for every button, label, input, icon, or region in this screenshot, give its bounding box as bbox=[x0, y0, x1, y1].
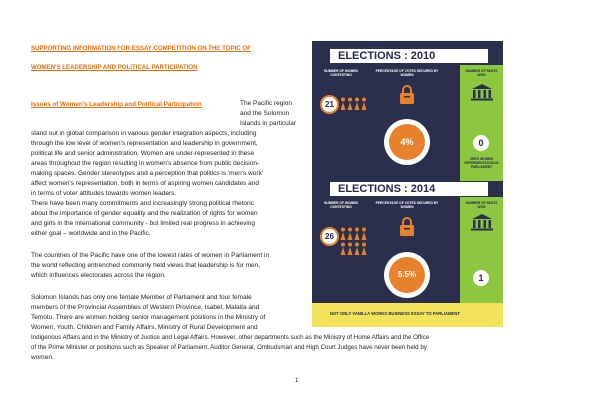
p2-line: The countries of the Pacific have one of the lowest rates of women in Parliament in bbox=[31, 252, 270, 259]
header-line-1: SUPPORTING INFORMATION FOR ESSAY COMPETITION ON THE TOPIC OF bbox=[31, 45, 251, 52]
parliament-icon bbox=[470, 83, 494, 101]
seats-won-2014: 1 bbox=[473, 270, 489, 286]
footer-text: NOT ONLY VANILLA WORKS BUSINESS ESSAY TO PARLIAMENT bbox=[330, 311, 460, 316]
seats-note-2010: ZERO WOMEN REPRESENTATION IN PARLIAMENT bbox=[464, 157, 499, 169]
p1-line: making spaces. Gender stereotypes and a perception that politics is 'men's work' bbox=[31, 170, 264, 177]
women-figures-icon bbox=[340, 227, 368, 257]
ballot-box-icon bbox=[398, 217, 416, 237]
p1-line: stand out in global comparison in various gender integration aspects, including bbox=[31, 130, 257, 137]
col-header-seats: NUMBER OF SEATS WON bbox=[465, 201, 498, 209]
p2-line: which influences electorates across the region. bbox=[31, 272, 166, 279]
percentage-2010: 4% bbox=[389, 124, 425, 160]
women-contesting-2014: 26 bbox=[320, 227, 339, 246]
p1-line: through the low level of women's representation and leadership in government, bbox=[31, 140, 258, 147]
p1-line: The Pacific region bbox=[240, 100, 293, 107]
p1-line: There have been many commitments and increasingly strong political rhetoric bbox=[31, 200, 254, 207]
elections-2014-title: ELECTIONS : 2014 bbox=[330, 182, 488, 196]
p1-line: political life and senior administration. Women are under-represented in these bbox=[31, 150, 255, 157]
p1-line: and girls in the international community - but limited real progress in achieving bbox=[31, 220, 255, 227]
elections-infographic bbox=[312, 41, 503, 327]
col-header-contesting: NUMBER OF WOMEN CONTESTING bbox=[324, 201, 358, 209]
p1-line: Islands in particular bbox=[240, 120, 296, 127]
page-number: 1 bbox=[295, 378, 299, 384]
women-figures-icon bbox=[340, 97, 368, 111]
elections-2010-title: ELECTIONS : 2010 bbox=[330, 49, 488, 63]
parliament-icon bbox=[470, 213, 494, 231]
p3-line: Temotu. There are women holding senior management positions in the Ministry of bbox=[31, 314, 266, 321]
col-header-seats: NUMBER OF SEATS WON bbox=[465, 69, 498, 77]
p3-line: women. bbox=[31, 354, 54, 361]
section-heading: Issues of Women's Leadership and Political Participation bbox=[31, 101, 202, 108]
p1-line: in terms of voter attitudes towards women leaders. bbox=[31, 190, 177, 197]
ballot-box-icon bbox=[398, 85, 416, 105]
p2-line: the world reflecting entrenched commonly held views that leadership is for men, bbox=[31, 262, 261, 269]
header-line-2: WOMEN'S LEADERSHIP AND POLITICAL PARTICIPATION bbox=[31, 64, 198, 71]
p1-line: areas throughout the region resulting in women's absence from public decision- bbox=[31, 160, 260, 167]
p3-line: Solomon Islands has only one female Member of Parliament and four female bbox=[31, 294, 252, 301]
percentage-2014: 5.5% bbox=[389, 257, 425, 293]
p3-line: Indigenous Affairs and in the Ministry of Justice and Legal Affairs. However, other departments such as the Ministry of Home Affairs and the Office bbox=[31, 334, 430, 341]
p3-line: members of the Provincial Assemblies of Western Province, Isabel, Malaita and bbox=[31, 304, 260, 311]
p1-line: and the Solomon bbox=[240, 110, 290, 117]
p3-line: of the Prime Minister or positions such as Speaker of Parliament, Auditor General, Ombudsman and High Court Judges have never been held by bbox=[31, 344, 427, 351]
col-header-percentage: PERCENTAGE OF VOTES SECURED BY WOMEN bbox=[375, 69, 439, 77]
p1-line: about the importance of gender equality and the realization of rights for women bbox=[31, 210, 258, 217]
women-contesting-2010: 21 bbox=[320, 95, 339, 114]
p1-line: affect women's representation, both in terms of aspiring women candidates and bbox=[31, 180, 260, 187]
col-header-contesting: NUMBER OF WOMEN CONTESTING bbox=[324, 69, 358, 77]
p1-line: either goal – worldwide and in the Pacific. bbox=[31, 230, 151, 237]
p3-line: Women, Youth, Children and Family Affairs, Ministry of Rural Development and bbox=[31, 324, 258, 331]
col-header-percentage: PERCENTAGE OF VOTES SECURED BY WOMEN bbox=[375, 201, 439, 209]
seats-won-2010: 0 bbox=[473, 135, 489, 151]
